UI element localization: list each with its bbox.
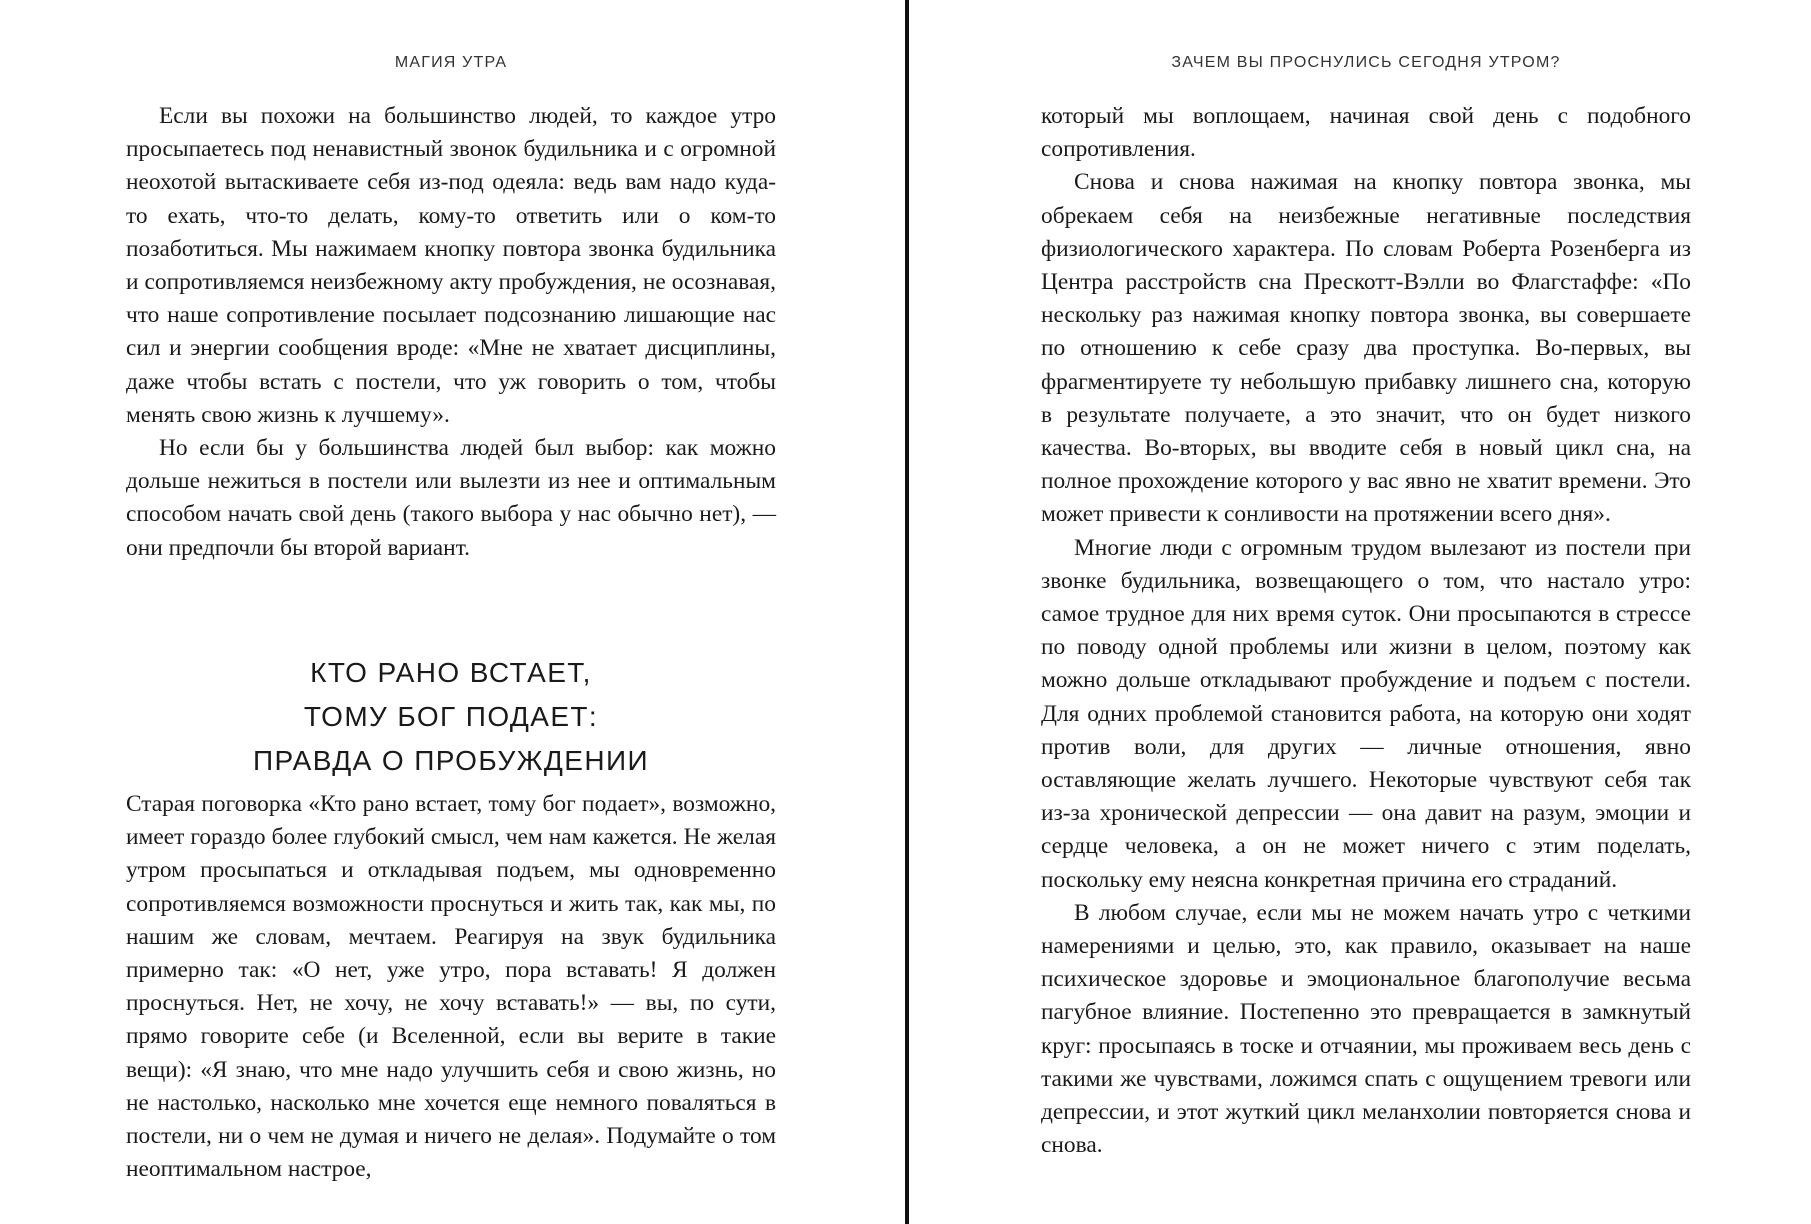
right-running-head: ЗАЧЕМ ВЫ ПРОСНУЛИСЬ СЕГОДНЯ УТРОМ? xyxy=(1171,54,1561,71)
section-heading-line-2: ТОМУ БОГ ПОДАЕТ: xyxy=(303,701,599,732)
section-heading-line-3: ПРАВДА О ПРОБУЖДЕНИИ xyxy=(252,745,650,776)
right-paragraph-1: Снова и снова нажимая на кнопку повтора звонка, мы обрекаем себя на неизбежные негативные последствия физиологического характера. По словам Роберта Розенберга из Центра расстройств сна Прескотт-Вэлли во Флагстаффе: «По нескольку раз нажимая кнопку повтора звонка, вы совершаете по отношению к себе сразу два проступка. Во-первых, вы фрагментируете ту небольшую прибавку лишнего сна, которую в результате получаете, а это значит, что он будет низкого качества. Во-вторых, вы вводите себя в новый цикл сна, на полное прохождение которого у вас явно не хватит времени. Это может привести к сонливости на протяжении всего дня». xyxy=(1041,169,1691,528)
left-intro-text xyxy=(126,100,776,565)
left-paragraph-1: Если вы похожи на большинство людей, то каждое утро просыпаетесь под ненавистный звонок будильника и с огромной неохотой вытаскиваете себя из-под одеяла: ведь вам надо куда-то ехать, что-то делать, кому-то ответить или о ком-то позаботиться. Мы нажимаем кнопку повтора звонка будильника и сопротивляемся неизбежному акту пробуждения, не осознавая, что наше сопротивление посылает подсознанию лишающие нас сил и энергии сообщения вроде: «Мне не хватает дисциплины, даже чтобы встать с постели, что уж говорить о том, чтобы менять свою жизнь к лучшему». xyxy=(126,103,776,428)
book-spine-divider xyxy=(905,0,909,1224)
left-page xyxy=(0,0,905,1224)
right-continuation: который мы воплощаем, начиная свой день с подобного сопротивления. xyxy=(1041,103,1691,163)
right-paragraph-2: Многие люди с огромным трудом вылезают из постели при звонке будильника, возвещающего о том, что настало утро: самое трудное для них время суток. Они просыпаются в стрессе по поводу одной проблемы или жизни в целом, поэтому как можно дольше откладывают пробуждение и подъем с постели. Для одних проблемой становится работа, на которую они ходят против воли, для других — личные отношения, явно оставляющие желать лучшего. Некоторые чувствуют себя так из-за хронической депрессии — она давит на разум, эмоции и сердце человека, а он не может ничего с этим поделать, поскольку ему неясна конкретная причина его страданий. xyxy=(1041,534,1691,893)
left-section-text xyxy=(126,788,776,1186)
left-paragraph-2: Но если бы у большинства людей был выбор: как можно дольше нежиться в постели или вылезти из нее и оптимальным способом начать свой день (такого выбора у нас обычно нет), — они предпочли бы второй вариант. xyxy=(126,435,776,561)
section-heading-line-1: КТО РАНО ВСТАЕТ, xyxy=(310,657,592,688)
right-paragraph-3: В любом случае, если мы не можем начать утро с четкими намерениями и целью, это, как правило, оказывает на наше психическое здоровье и эмоциональное благополучие весьма пагубное влияние. Постепенно это превращается в замкнутый круг: просыпаясь в тоске и отчаянии, мы проживаем весь день с такими же чувствами, ложимся спать с ощущением тревоги или депрессии, и этот жуткий цикл меланхолии повторяется снова и снова. xyxy=(1041,899,1691,1159)
left-section-paragraph: Старая поговорка «Кто рано встает, тому бог подает», возможно, имеет гораздо более глубокий смысл, чем нам кажется. Не желая утром просыпаться и откладывая подъем, мы одновременно сопротивляемся возможности проснуться и жить так, как мы, по нашим же словам, мечтаем. Реагируя на звук будильника примерно так: «О нет, уже утро, пора вставать! Я должен проснуться. Нет, не хочу, не хочу вставать!» — вы, по сути, прямо говорите себе (и Вселенной, если вы верите в такие вещи): «Я знаю, что мне надо улучшить себя и свою жизнь, но не настолько, насколько мне хочется еще немного поваляться в постели, ни о чем не думая и ничего не делая». Подумайте о том неоптимальном настрое, xyxy=(126,791,776,1183)
right-page xyxy=(911,0,1811,1224)
section-heading xyxy=(126,651,776,783)
right-text xyxy=(1041,100,1691,1163)
left-running-head: МАГИЯ УТРА xyxy=(394,54,508,71)
